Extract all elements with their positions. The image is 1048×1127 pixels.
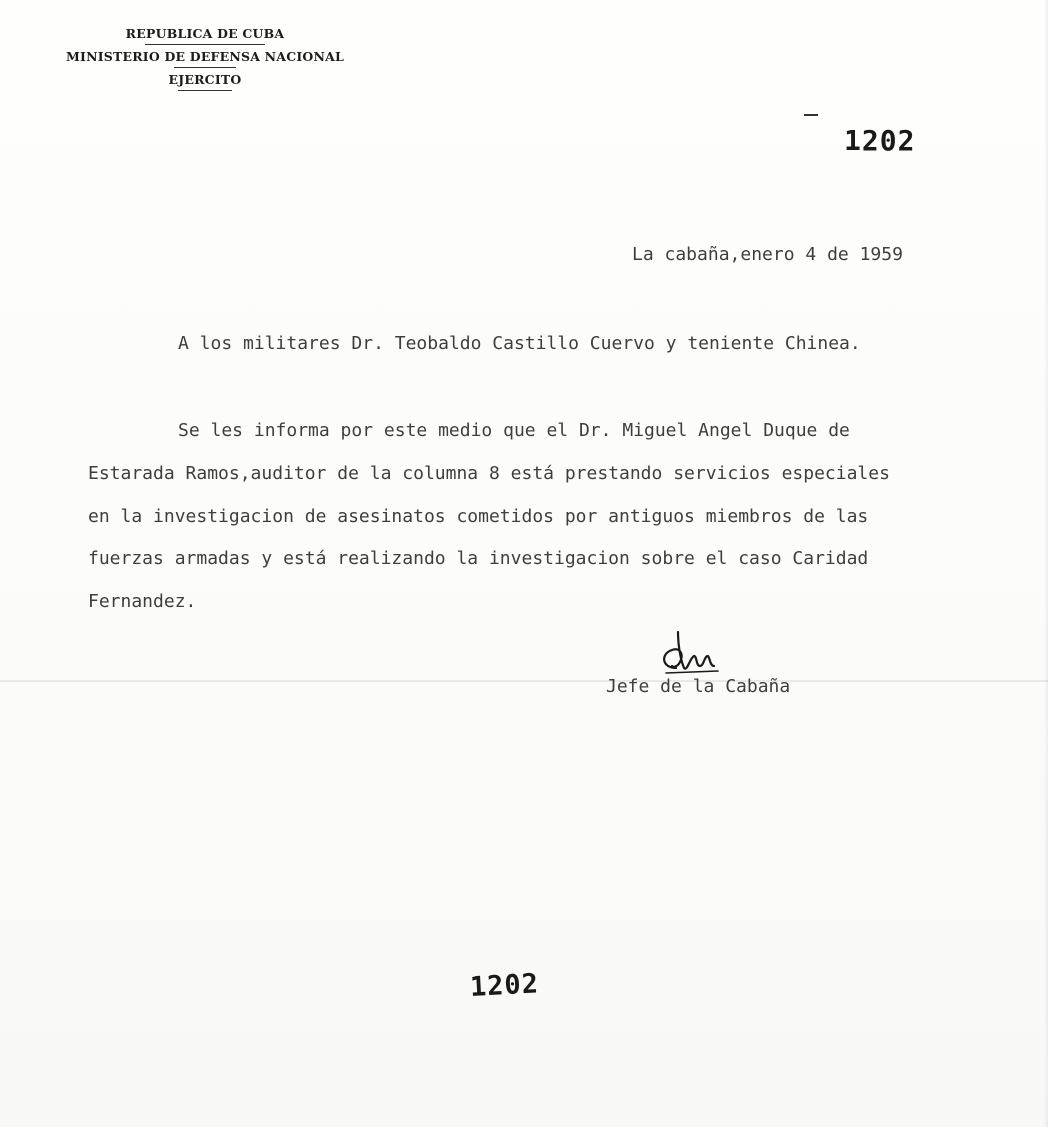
- body-line: fuerzas armadas y está realizando la investigacion sobre el caso Caridad: [88, 548, 869, 569]
- scan-streak: [0, 680, 1048, 682]
- letterhead-army: EJERCITO: [168, 72, 242, 87]
- body-line: Fernandez.: [88, 591, 197, 612]
- signature-title: Jefe de la Cabaña: [606, 676, 791, 697]
- page-edge-shadow: [1044, 0, 1048, 1127]
- salutation: A los militares Dr. Teobaldo Castillo Cuervo y teniente Chinea.: [178, 333, 861, 354]
- body-line: en la investigacion de asesinatos cometidos por antiguos miembros de las: [88, 506, 869, 527]
- letterhead-ministry: MINISTERIO DE DEFENSA NACIONAL: [65, 49, 344, 64]
- stamp-mark: [804, 114, 818, 116]
- handwritten-signature: [654, 628, 724, 678]
- body-line: Se les informa por este medio que el Dr. Miguel Angel Duque de: [178, 420, 850, 441]
- document-number-stamp-bottom: 1202: [469, 968, 540, 1003]
- letterhead-rule: [178, 90, 232, 91]
- letterhead: [40, 22, 370, 94]
- letterhead-country: REPUBLICA DE CUBA: [125, 26, 285, 41]
- letterhead-rule: [174, 67, 236, 68]
- body-line: Estarada Ramos,auditor de la columna 8 está prestando servicios especiales: [88, 463, 890, 484]
- dateline: La cabaña,enero 4 de 1959: [632, 244, 903, 265]
- document-number-stamp-top: 1202: [844, 124, 916, 157]
- letterhead-rule: [145, 44, 265, 45]
